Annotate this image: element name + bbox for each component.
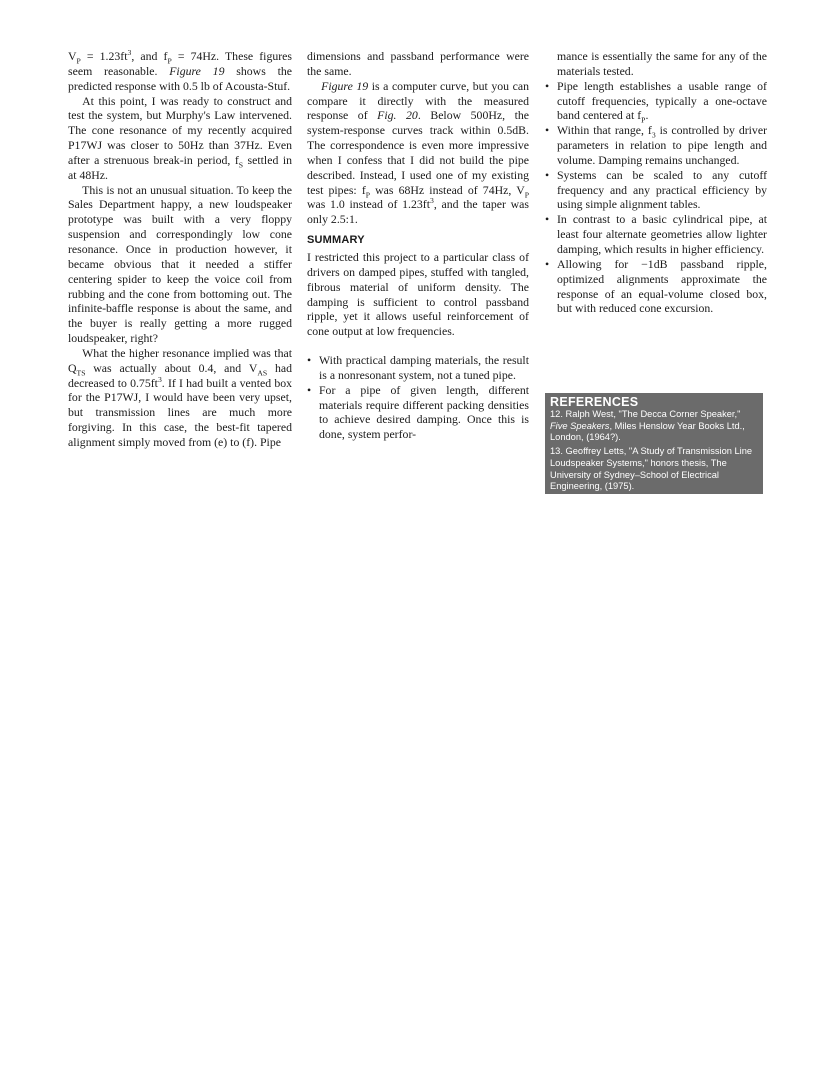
- paragraph: This is not an unusual situation. To keep the Sales Department happy, a new loudspeaker prototype was built with a very floppy suspension and correspondingly low cone resonance. Once in production however, it became obvious that it needed a stiffer centering spider to keep the voice coil from rubbing and the cone from bottoming out. The infinite-baffle response is about the same, and the buyer is really getting a more rugged loudspeaker, right?: [68, 182, 292, 346]
- list-item-text: Systems can be scaled to any cutoff frequency and any practical efficiency by using simple alignment tables.: [557, 167, 767, 212]
- subscript: P: [641, 115, 646, 125]
- text-run: was actually about 0.4, and V: [85, 360, 258, 375]
- text-column-1: [68, 49, 292, 450]
- figure-reference: Fig. 20: [377, 108, 418, 123]
- superscript: 3: [157, 374, 162, 384]
- subscript: P: [524, 189, 529, 199]
- subscript: P: [76, 56, 81, 66]
- paragraph: I restricted this project to a particular class of drivers on damped pipes, stuffed with tangled, fibrous material of uniform density. The damping is sufficient to control passband ripple, yet it allows useful reinforcement of cone output at low frequencies.: [307, 249, 529, 339]
- reference-item: 13. Geoffrey Letts, "A Study of Transmission Line Loudspeaker Systems," honors thesis, The University of Sydney–School of Electrical Engineering, (1975).: [550, 446, 753, 492]
- list-item-text: In contrast to a basic cylindrical pipe, at least four alternate geometries allow lighter damping, which results in higher efficiency.: [557, 212, 767, 256]
- subscript: 3: [651, 130, 656, 140]
- text-run: is controlled by driver parameters in relation to pipe length and volume. Damping remains unchanged.: [557, 123, 767, 167]
- text-run: is a computer curve, but you can compare it directly with the measured response of: [307, 78, 529, 123]
- text-run: , Miles Henslow Year Books Ltd., London, (1964?).: [550, 420, 745, 443]
- bullet-icon: •: [307, 382, 312, 397]
- text-column-2: [307, 49, 529, 442]
- list-item: [307, 353, 529, 383]
- text-run: 12. Ralph West, "The Decca Corner Speaker,": [550, 409, 741, 419]
- list-item-continued: [545, 49, 767, 79]
- list-item-text: mance is essentially the same for any of the materials tested.: [557, 49, 767, 78]
- book-title: Five Speakers: [550, 420, 610, 431]
- text-run: = 74Hz. These figures seem reasonable.: [68, 49, 293, 78]
- subscript: AS: [257, 368, 268, 378]
- references-box: [545, 393, 763, 494]
- bullet-icon: •: [545, 212, 550, 227]
- bullet-list: [545, 49, 767, 316]
- bullet-icon: •: [545, 256, 550, 271]
- list-item-text: For a pipe of given length, different materials require different packing densities to achieve desired damping. Once this is done, system perfor-: [319, 382, 529, 442]
- text-run: At this point, I was ready to construct and test the system, but Murphy's Law intervened. The cone resonance of my recently acquired P17WJ was closer to 50Hz than 37Hz. Even after a strenuous break-in period, f: [68, 93, 292, 167]
- list-item-text: Allowing for −1dB passband ripple, optimized alignments approximate the response of an equal-volume closed box, but with reduced cone excursion.: [557, 256, 767, 316]
- list-item-text: Pipe length establishes a usable range of cutoff frequencies, typically a one-octave band centered at f: [557, 78, 767, 123]
- list-item-text: Within that range, f: [557, 123, 652, 138]
- list-item: [545, 257, 767, 316]
- text-run: , and f: [131, 49, 168, 63]
- paragraph: [307, 79, 529, 227]
- bullet-icon: •: [307, 353, 312, 368]
- figure-reference: Figure 19: [169, 63, 225, 78]
- list-item: [545, 168, 767, 213]
- list-item: [545, 123, 767, 168]
- subscript: S: [238, 160, 244, 170]
- text-run: shows the predicted response with 0.5 lb of Acousta-Stuf.: [68, 63, 292, 93]
- reference-item: [550, 409, 763, 444]
- superscript: 3: [430, 196, 434, 206]
- text-run: settled in at 48Hz.: [68, 152, 292, 182]
- list-item-text: With practical damping materials, the result is a nonresonant system, not a tuned pipe.: [319, 353, 529, 382]
- text-run: . Below 500Hz, the system-response curves track within 0.5dB. The correspondence is even more impressive when I confess that I did not build the pipe described. Instead, I used one of my existing test pipes: f: [307, 108, 529, 197]
- paragraph: dimensions and passband performance were the same.: [307, 49, 529, 78]
- text-run: , and the taper was only 2.5:1.: [307, 197, 529, 227]
- text-run: .: [645, 108, 649, 123]
- paragraph: [68, 49, 292, 94]
- subscript: P: [167, 56, 172, 66]
- subscript: TS: [76, 368, 86, 378]
- list-item: [545, 212, 767, 257]
- text-run: V: [68, 49, 77, 63]
- text-run: = 1.23ft: [80, 49, 128, 63]
- bullet-icon: •: [545, 167, 550, 182]
- bullet-icon: •: [545, 123, 550, 138]
- bullet-list: [307, 353, 529, 442]
- bullet-icon: •: [545, 78, 550, 93]
- text-run: was 68Hz instead of 74Hz, V: [370, 182, 525, 197]
- figure-reference: Figure 19: [321, 78, 369, 93]
- paragraph: [68, 94, 292, 183]
- text-run: . If I had built a vented box for the P17WJ, I would have been very upset, but transmission lines are much more forgiving. In this case, the best-fit tapered alignment simply moved from (e) to (f). Pipe: [68, 375, 293, 449]
- list-item: [545, 79, 767, 124]
- paragraph: [68, 346, 292, 450]
- references-heading: REFERENCES: [550, 395, 639, 409]
- text-run: was 1.0 instead of 1.23ft: [307, 197, 431, 212]
- text-run: had decreased to 0.75ft: [68, 360, 292, 390]
- list-item: [307, 383, 529, 442]
- subscript: P: [365, 189, 371, 199]
- section-heading-summary: SUMMARY: [307, 234, 365, 247]
- text-column-3: [545, 49, 767, 316]
- text-run: What the higher resonance implied was that Q: [68, 345, 292, 375]
- superscript: 3: [127, 48, 132, 58]
